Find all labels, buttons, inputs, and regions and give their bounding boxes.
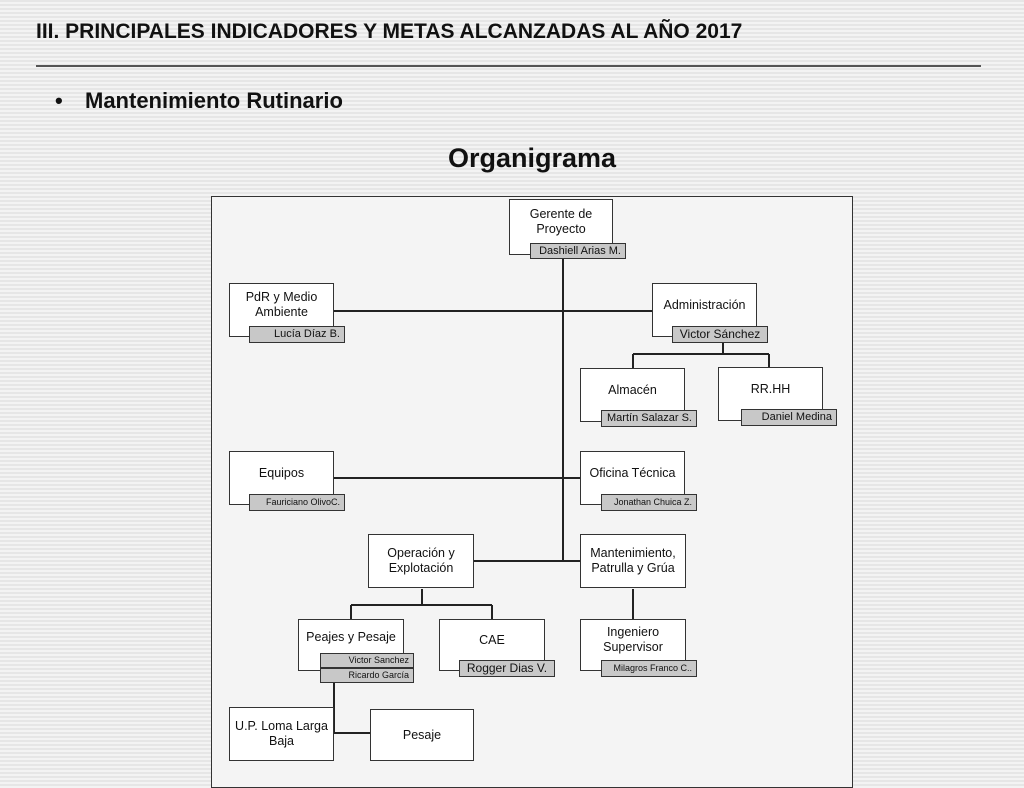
node-gerente-proyecto: Gerente de Proyecto bbox=[509, 199, 613, 255]
person-rrhh: Daniel Medina bbox=[741, 409, 837, 426]
slide-title: III. PRINCIPALES INDICADORES Y METAS ALCANZADAS AL AÑO 2017 bbox=[36, 20, 743, 43]
node-ingeniero-supervisor: Ingeniero Supervisor bbox=[580, 619, 686, 671]
node-up-loma-larga-baja: U.P. Loma Larga Baja bbox=[229, 707, 334, 761]
person-administracion: Victor Sánchez bbox=[672, 326, 768, 343]
section-bullet bbox=[55, 88, 343, 114]
node-equipos: Equipos bbox=[229, 451, 334, 505]
title-divider bbox=[36, 65, 981, 67]
node-pdr-medio-ambiente: PdR y Medio Ambiente bbox=[229, 283, 334, 337]
bullet-dot: • bbox=[55, 88, 63, 113]
org-chart-heading: Organigrama bbox=[447, 143, 617, 173]
org-chart-frame bbox=[211, 196, 853, 788]
person-gerente-proyecto: Dashiell Arias M. bbox=[530, 243, 626, 259]
person-equipos: Fauriciano OlivoC. bbox=[249, 494, 345, 511]
person-ingeniero-supervisor: Milagros Franco C.. bbox=[601, 660, 697, 677]
node-administracion: Administración bbox=[652, 283, 757, 337]
node-mantenimiento-patrulla-grua: Mantenimiento, Patrulla y Grúa bbox=[580, 534, 686, 588]
person-peajes-pesaje-2: Ricardo García bbox=[320, 668, 414, 683]
node-cae: CAE bbox=[439, 619, 545, 671]
node-oficina-tecnica: Oficina Técnica bbox=[580, 451, 685, 505]
node-rrhh: RR.HH bbox=[718, 367, 823, 421]
person-oficina-tecnica: Jonathan Chuica Z. bbox=[601, 494, 697, 511]
node-peajes-pesaje: Peajes y Pesaje bbox=[298, 619, 404, 671]
person-peajes-pesaje-1: Victor Sanchez bbox=[320, 653, 414, 668]
section-subtitle: Mantenimiento Rutinario bbox=[85, 88, 343, 113]
node-operacion-explotacion: Operación y Explotación bbox=[368, 534, 474, 588]
person-cae: Rogger Dias V. bbox=[459, 660, 555, 677]
node-pesaje: Pesaje bbox=[370, 709, 474, 761]
person-almacen: Martín Salazar S. bbox=[601, 410, 697, 427]
node-almacen: Almacén bbox=[580, 368, 685, 422]
person-pdr-medio-ambiente: Lucía Díaz B. bbox=[249, 326, 345, 343]
